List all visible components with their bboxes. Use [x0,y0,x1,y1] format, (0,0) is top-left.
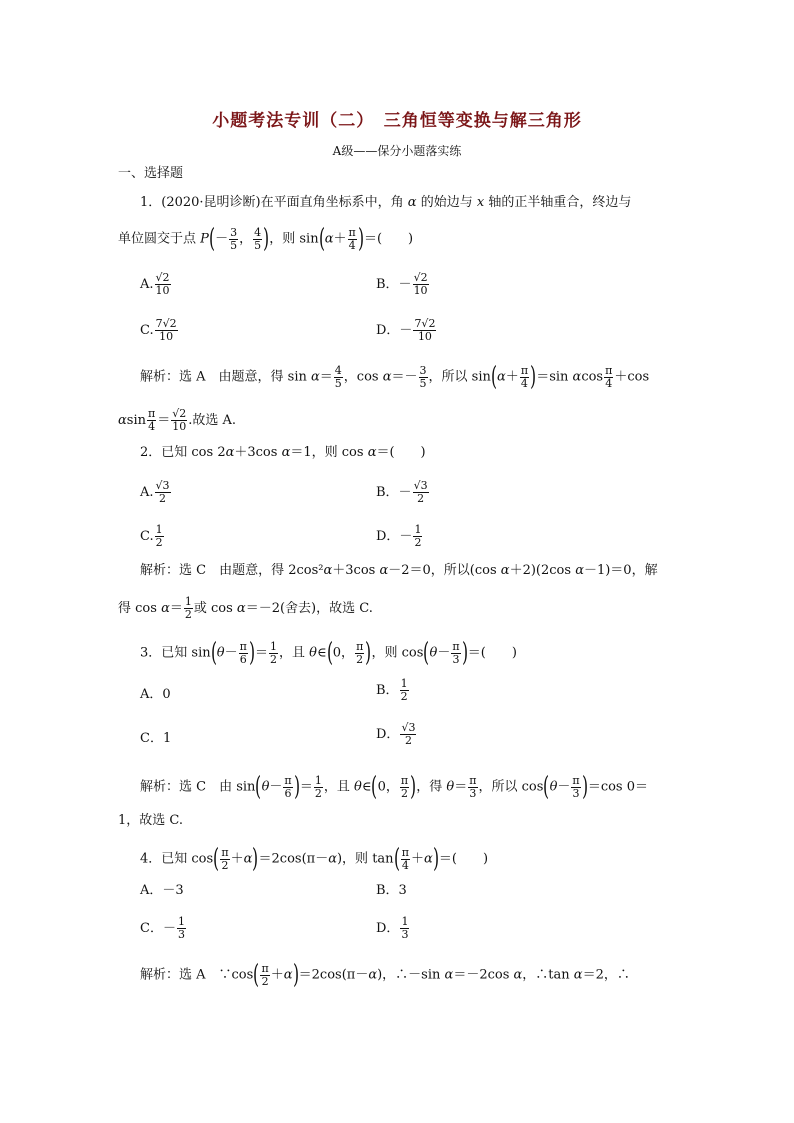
q3-solution-line2: 1，故选 C. [118,813,184,828]
section-heading: 一、选择题 [118,166,184,181]
page-subtitle: A级——保分小题落实练 [332,144,462,158]
q2-option-a: A. $\frac{√3}{2}$ [140,479,170,505]
q4-stem: 4．已知 cos( $\frac{\pi}{2}$ ＋α)＝2cos(π－α)，则 tan( $\frac{\pi}{4}$ ＋α)＝( ) [140,844,489,874]
q3-option-b: B． $\frac{1}{2}$ [376,677,408,703]
q1-option-c: C. $\frac{7√2}{10}$ [140,317,177,343]
q4-option-c: C．－ $\frac{1}{3}$ [140,915,185,941]
q3-solution-line1: 解析：选 C 由 sin(θ－ $\frac{\pi}{6}$ )＝ $\frac{1}{2}$ ，且 θ∈(0， $\frac{\pi}{2}$ )，得 θ＝ $\frac{\pi}{3}$ ，所以 cos(θ－ $\frac{\pi}{3}$ )＝cos 0＝ [140,772,648,802]
q2-option-b: B．－ $\frac{√3}{2}$ [376,479,428,505]
q1-solution-line2: αsin $\frac{\pi}{4}$ ＝ $\frac{√2}{10}$ .故选 A. [118,407,237,433]
q2-solution-line2: 得 cos α＝ $\frac{1}{2}$ 或 cos α＝－2(舍去)，故选 C. [118,595,373,621]
q1-option-a: A. $\frac{√2}{10}$ [140,271,170,297]
q3-stem: 3．已知 sin(θ－ $\frac{\pi}{6}$ )＝ $\frac{1}{2}$ ，且 θ∈(0， $\frac{\pi}{2}$ )，则 cos(θ－ $\frac{\pi}{3}$ )＝( ) [140,638,517,668]
q1-stem-line1: 1．(2020·昆明诊断)在平面直角坐标系中，角 α 的始边与 x 轴的正半轴重合，终边与 [140,195,632,210]
q1-option-b: B．－ $\frac{√2}{10}$ [376,271,428,297]
q4-option-a: A．－3 [140,883,184,898]
q2-solution-line1: 解析：选 C 由题意，得 2cos²α＋3cos α－2＝0，所以(cos α＋2)(2cos α－1)＝0，解 [140,563,658,578]
page-title: 小题考法专训（二） 三角恒等变换与解三角形 [212,111,582,131]
q2-stem: 2．已知 cos 2α＋3cos α＝1，则 cos α＝( ) [140,445,426,460]
q3-option-a: A．0 [140,687,171,702]
q4-option-b: B．3 [376,883,407,898]
q4-solution-line1: 解析：选 A ∵cos( $\frac{\pi}{2}$ ＋α)＝2cos(π－α)，∴－sin α＝－2cos α，∴tan α＝2，∴ [140,960,630,990]
q1-stem-line2: 单位圆交于点 P(－ $\frac{3}{5}$ ， $\frac{4}{5}$ )，则 sin(α＋ $\frac{\pi}{4}$ )＝( ) [118,224,414,254]
q1-option-d: D．－ $\frac{7√2}{10}$ [376,317,436,343]
q4-option-d: D． $\frac{1}{3}$ [376,915,409,941]
q1-solution-line1: 解析：选 A 由题意，得 sin α＝ $\frac{4}{5}$ ，cos α＝－ $\frac{3}{5}$ ，所以 sin(α＋ $\frac{\pi}{4}$ )＝sin αcos $\frac{\pi}{4}$ ＋cos [140,362,650,392]
q2-option-d: D．－ $\frac{1}{2}$ [376,523,422,549]
q3-option-c: C．1 [140,731,172,746]
q2-option-c: C. $\frac{1}{2}$ [140,523,163,549]
q3-option-d: D． $\frac{√3}{2}$ [376,721,416,747]
